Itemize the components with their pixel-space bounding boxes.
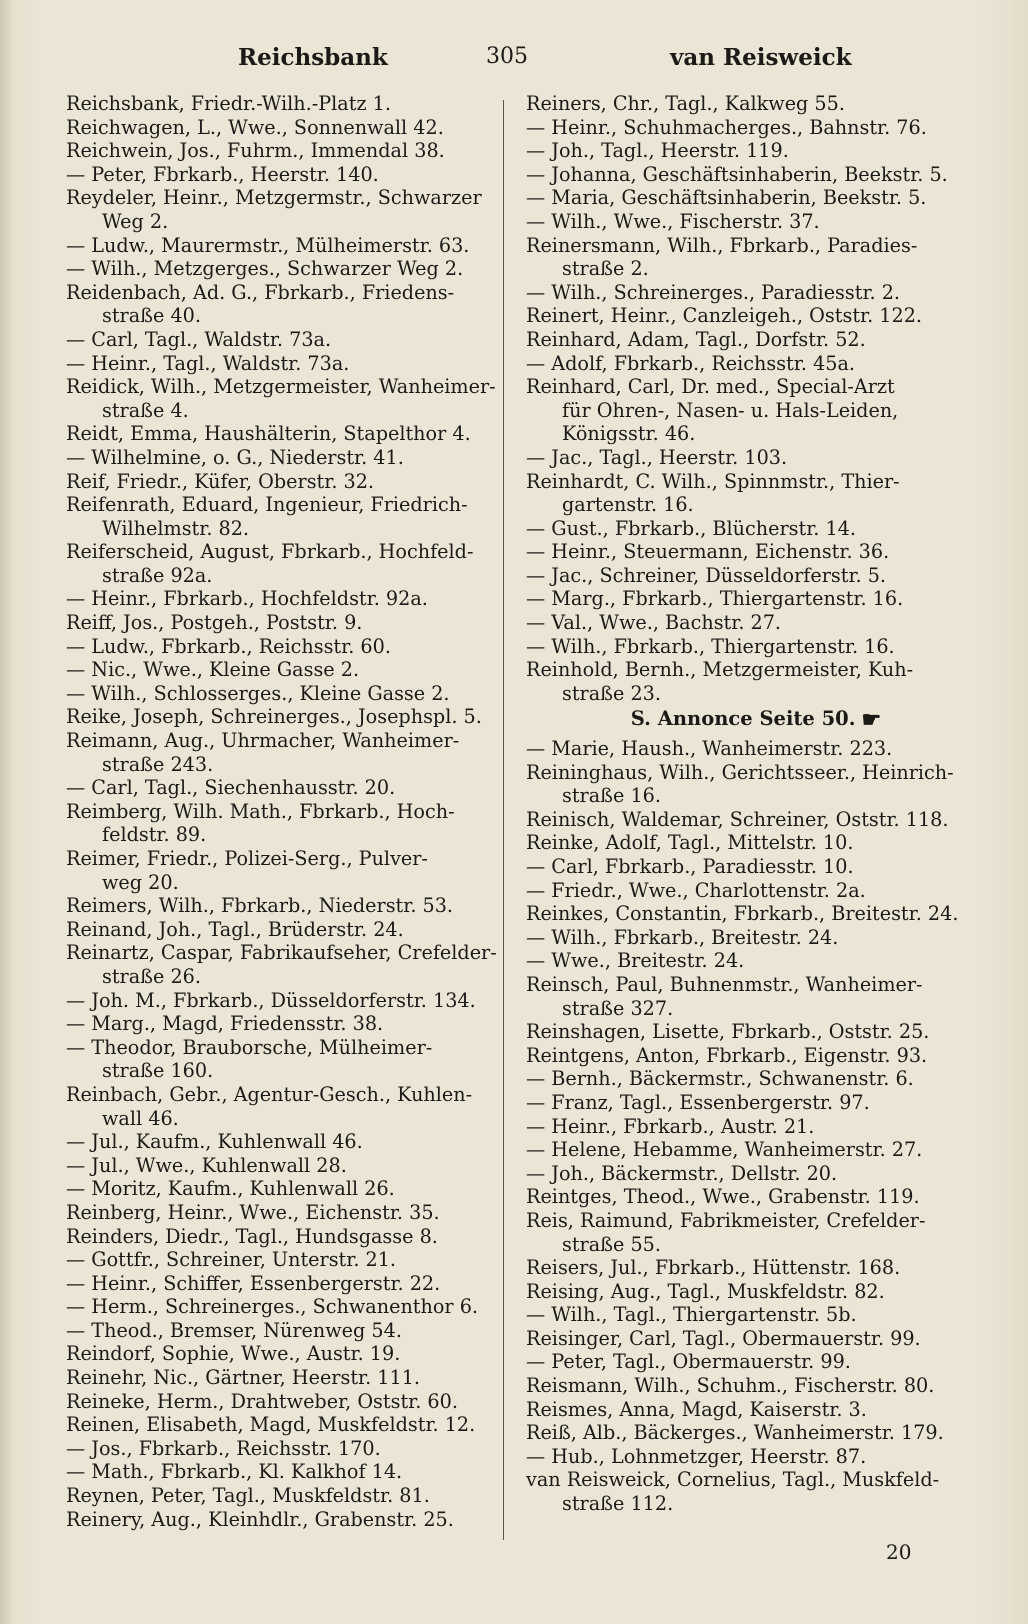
entry-line: Reising, Aug., Tagl., Muskfeldstr. 82. [526, 1279, 885, 1303]
directory-entry [526, 186, 966, 210]
entry-line: — Wilh., Metzgerges., Schwarzer Weg 2. [66, 257, 464, 281]
entry-line: Reimberg, Wilh. Math., Fbrkarb., Hoch- [66, 799, 455, 823]
entry-line: — Adolf, Fbrkarb., Reichsstr. 45a. [526, 351, 855, 375]
entry-line: Reinkes, Constantin, Fbrkarb., Breitestr. 24. [526, 902, 959, 926]
notice-text: S. Annonce Seite 50. [630, 707, 856, 731]
directory-entry [66, 446, 506, 470]
directory-entry [66, 328, 506, 352]
entry-line: Reimers, Wilh., Fbrkarb., Niederstr. 53. [66, 894, 454, 918]
running-header [60, 44, 968, 78]
directory-entry [526, 973, 966, 1020]
entry-line: Reydeler, Heinr., Metzgermstr., Schwarzer [66, 186, 482, 210]
directory-entry [526, 1162, 966, 1186]
directory-entry [66, 257, 506, 281]
entry-continuation-line: straße 243. [102, 752, 214, 776]
entry-line: Reinbach, Gebr., Agentur-Gesch., Kuhlen- [66, 1082, 473, 1106]
directory-entry [526, 328, 966, 352]
entry-continuation-line: Königsstr. 46. [562, 422, 696, 446]
entry-line: — Ludw., Maurermstr., Mülheimerstr. 63. [66, 233, 470, 257]
entry-line: — Carl, Tagl., Siechenhausstr. 20. [66, 776, 396, 800]
directory-entry [66, 493, 506, 540]
directory-entry [526, 163, 966, 187]
entry-line: — Marg., Fbrkarb., Thiergartenstr. 16. [526, 587, 904, 611]
entry-line: — Jac., Schreiner, Düsseldorferstr. 5. [526, 563, 887, 587]
directory-entry [66, 1130, 506, 1154]
entry-continuation-line: straße 327. [562, 996, 674, 1020]
left-column [66, 92, 506, 1531]
directory-entry [66, 941, 506, 988]
entry-line: Reinke, Adolf, Tagl., Mittelstr. 10. [526, 831, 854, 855]
entry-line: Reinhard, Adam, Tagl., Dorfstr. 52. [526, 327, 866, 351]
entry-line: — Gust., Fbrkarb., Blücherstr. 14. [526, 516, 856, 540]
directory-entry [526, 1020, 966, 1044]
directory-entry [526, 540, 966, 564]
entry-line: Reinery, Aug., Kleinhdlr., Grabenstr. 25. [66, 1507, 454, 1531]
directory-entry [526, 1280, 966, 1304]
entry-line: — Wilh., Wwe., Fischerstr. 37. [526, 209, 820, 233]
page-number: 305 [486, 44, 528, 69]
entry-line: Reiferscheid, August, Fbrkarb., Hochfeld- [66, 540, 474, 564]
entry-line: — Hub., Lohnmetzger, Heerstr. 87. [526, 1444, 867, 1468]
directory-entry [66, 470, 506, 494]
entry-line: — Gottfr., Schreiner, Unterstr. 21. [66, 1248, 397, 1272]
entry-line: — Ludw., Fbrkarb., Reichsstr. 60. [66, 634, 391, 658]
entry-line: Reintges, Theod., Wwe., Grabenstr. 119. [526, 1185, 920, 1209]
directory-entry [66, 729, 506, 776]
entry-line: — Wwe., Breitestr. 24. [526, 949, 745, 973]
directory-entry [66, 1460, 506, 1484]
directory-entry [526, 281, 966, 305]
directory-entry [66, 587, 506, 611]
entry-line: Reinand, Joh., Tagl., Brüderstr. 24. [66, 917, 404, 941]
entry-line: — Theod., Bremser, Nürenweg 54. [66, 1318, 402, 1342]
directory-entry [526, 879, 966, 903]
entry-line: Reismes, Anna, Magd, Kaiserstr. 3. [526, 1397, 867, 1421]
directory-entry [66, 1177, 506, 1201]
entry-line: — Joh., Bäckermstr., Dellstr. 20. [526, 1161, 838, 1185]
entry-line: Reis, Raimund, Fabrikmeister, Crefelder- [526, 1208, 926, 1232]
entry-line: Reinert, Heinr., Canzleigeh., Oststr. 122. [526, 304, 923, 328]
entry-continuation-line: wall 46. [102, 1106, 179, 1130]
entry-line: — Marie, Haush., Wanheimerstr. 223. [526, 737, 893, 761]
directory-entry [66, 1012, 506, 1036]
right-column [526, 92, 966, 1516]
directory-entry [526, 1374, 966, 1398]
directory-entry [66, 894, 506, 918]
directory-entry [526, 635, 966, 659]
entry-line: — Wilh., Schreinerges., Paradiesstr. 2. [526, 280, 901, 304]
directory-entry [66, 1508, 506, 1532]
entry-line: Reichwein, Jos., Fuhrm., Immendal 38. [66, 139, 445, 163]
directory-entry [66, 776, 506, 800]
entry-line: — Marg., Magd, Friedensstr. 38. [66, 1012, 384, 1036]
directory-entry [526, 1256, 966, 1280]
entry-line: — Jos., Fbrkarb., Reichsstr. 170. [66, 1436, 381, 1460]
entry-line: Reinberg, Heinr., Wwe., Eichenstr. 35. [66, 1200, 440, 1224]
directory-entry [66, 1484, 506, 1508]
entry-continuation-line: straße 112. [562, 1492, 674, 1516]
entry-line: — Herm., Schreinerges., Schwanenthor 6. [66, 1295, 478, 1319]
entry-line: — Wilh., Fbrkarb., Breitestr. 24. [526, 925, 839, 949]
entry-continuation-line: straße 92a. [102, 563, 213, 587]
directory-entry [526, 902, 966, 926]
directory-entry [526, 1115, 966, 1139]
directory-entry [526, 1185, 966, 1209]
directory-entry [526, 1421, 966, 1445]
entry-line: — Carl, Fbrkarb., Paradiesstr. 10. [526, 855, 854, 878]
entry-line: Reininghaus, Wilh., Gerichtsseer., Heinrich- [526, 760, 954, 784]
directory-entry [526, 926, 966, 950]
directory-entry [66, 281, 506, 328]
entry-line: — Franz, Tagl., Essenbergerstr. 97. [526, 1090, 870, 1114]
entry-line: — Heinr., Fbrkarb., Austr. 21. [526, 1114, 815, 1138]
entry-line: — Bernh., Bäckermstr., Schwanenstr. 6. [526, 1067, 914, 1091]
pointing-hand-icon: ☛ [861, 707, 882, 734]
directory-entry [66, 139, 506, 163]
directory-entry [66, 1201, 506, 1225]
directory-entry [526, 855, 966, 879]
entry-line: — Theodor, Brauborsche, Mülheimer- [66, 1035, 433, 1059]
directory-entry [66, 1342, 506, 1366]
entry-line: — Wilhelmine, o. G., Niederstr. 41. [66, 445, 404, 469]
entry-line: van Reisweick, Cornelius, Tagl., Muskfeld- [526, 1468, 940, 1492]
entry-line: Reindorf, Sophie, Wwe., Austr. 19. [66, 1342, 401, 1366]
entry-continuation-line: straße 4. [102, 398, 189, 422]
entry-line: Reidt, Emma, Haushälterin, Stapelthor 4. [66, 422, 471, 446]
directory-entry [526, 1327, 966, 1351]
directory-entry [66, 705, 506, 729]
directory-entry [66, 92, 506, 116]
entry-line: Reichsbank, Friedr.-Wilh.-Platz 1. [66, 92, 391, 115]
directory-entry [526, 949, 966, 973]
directory-entry [526, 375, 966, 446]
directory-entry [526, 808, 966, 832]
entry-line: — Joh., Tagl., Heerstr. 119. [526, 139, 789, 163]
entry-line: — Heinr., Schuhmacherges., Bahnstr. 76. [526, 115, 927, 139]
directory-entry [526, 304, 966, 328]
entry-line: — Heinr., Fbrkarb., Hochfeldstr. 92a. [66, 587, 428, 611]
entry-line: Reiß, Alb., Bäckerges., Wanheimerstr. 179. [526, 1421, 944, 1445]
entry-line: Reidick, Wilh., Metzgermeister, Wanheimer- [66, 375, 496, 399]
entry-line: Reinen, Elisabeth, Magd, Muskfeldstr. 12. [66, 1413, 476, 1437]
directory-entry [526, 658, 966, 705]
entry-line: Reidenbach, Ad. G., Fbrkarb., Friedens- [66, 280, 455, 304]
directory-entry [526, 1398, 966, 1422]
entry-line: — Moritz, Kaufm., Kuhlenwall 26. [66, 1177, 395, 1201]
directory-entry [66, 1272, 506, 1296]
entry-line: Reisers, Jul., Fbrkarb., Hüttenstr. 168. [526, 1256, 901, 1280]
entry-line: Reinshagen, Lisette, Fbrkarb., Oststr. 25. [526, 1020, 930, 1044]
entry-line: — Val., Wwe., Bachstr. 27. [526, 611, 782, 635]
entry-line: Reinersmann, Wilh., Fbrkarb., Paradies- [526, 233, 918, 257]
entry-continuation-line: weg 20. [102, 870, 179, 894]
entry-line: — Heinr., Schiffer, Essenbergerstr. 22. [66, 1271, 441, 1295]
column-divider [503, 100, 504, 1540]
directory-entry [526, 470, 966, 517]
entry-line: Reintgens, Anton, Fbrkarb., Eigenstr. 93. [526, 1043, 928, 1067]
entry-line: — Peter, Tagl., Obermauerstr. 99. [526, 1350, 851, 1374]
directory-entry [526, 761, 966, 808]
directory-entry [526, 234, 966, 281]
entry-continuation-line: gartenstr. 16. [562, 493, 694, 517]
entry-continuation-line: straße 23. [562, 681, 661, 705]
entry-line: — Nic., Wwe., Kleine Gasse 2. [66, 658, 360, 682]
directory-entry [526, 139, 966, 163]
entry-line: Reisinger, Carl, Tagl., Obermauerstr. 99. [526, 1326, 921, 1350]
entry-continuation-line: feldstr. 89. [102, 823, 207, 847]
directory-entry [66, 186, 506, 233]
directory-entry [526, 564, 966, 588]
entry-line: Reismann, Wilh., Schuhm., Fischerstr. 80. [526, 1374, 935, 1398]
directory-entry [66, 1319, 506, 1343]
directory-entry [66, 422, 506, 446]
directory-entry [526, 1209, 966, 1256]
directory-entry [66, 1390, 506, 1414]
directory-entry [526, 446, 966, 470]
entry-continuation-line: straße 40. [102, 304, 201, 328]
directory-entry [66, 1437, 506, 1461]
directory-entry [66, 682, 506, 706]
directory-entry [66, 1083, 506, 1130]
entry-continuation-line: straße 16. [562, 784, 661, 808]
entry-line: — Jul., Wwe., Kuhlenwall 28. [66, 1153, 347, 1177]
entry-line: — Carl, Tagl., Waldstr. 73a. [66, 327, 332, 351]
entry-line: — Helene, Hebamme, Wanheimerstr. 27. [526, 1138, 923, 1162]
header-right-keyword: van Reisweick [670, 44, 852, 71]
directory-entry [66, 1248, 506, 1272]
directory-entry [526, 1091, 966, 1115]
directory-entry [66, 234, 506, 258]
entry-line: Reinartz, Caspar, Fabrikaufseher, Crefelder- [66, 941, 497, 965]
entry-continuation-line: straße 160. [102, 1059, 214, 1083]
entry-line: — Wilh., Tagl., Thiergartenstr. 5b. [526, 1303, 857, 1327]
directory-entry [526, 611, 966, 635]
entry-line: — Jac., Tagl., Heerstr. 103. [526, 445, 788, 469]
entry-line: Reineke, Herm., Drahtweber, Oststr. 60. [66, 1389, 458, 1413]
entry-line: Reynen, Peter, Tagl., Muskfeldstr. 81. [66, 1484, 430, 1508]
entry-continuation-line: straße 2. [562, 257, 649, 281]
directory-entry [526, 587, 966, 611]
entry-line: — Wilh., Fbrkarb., Thiergartenstr. 16. [526, 634, 895, 658]
entry-line: Reinhardt, C. Wilh., Spinnmstr., Thier- [526, 469, 900, 493]
directory-entry [526, 352, 966, 376]
entry-line: Reinisch, Waldemar, Schreiner, Oststr. 118. [526, 807, 949, 831]
directory-entry [66, 635, 506, 659]
directory-entry [526, 1067, 966, 1091]
entry-line: — Jul., Kaufm., Kuhlenwall 46. [66, 1130, 363, 1154]
entry-line: — Johanna, Geschäftsinhaberin, Beekstr. 5. [526, 162, 948, 186]
entry-line: — Wilh., Schlosserges., Kleine Gasse 2. [66, 681, 450, 705]
directory-entry [66, 1225, 506, 1249]
directory-entry [526, 1138, 966, 1162]
entry-continuation-line: straße 55. [562, 1232, 661, 1256]
entry-line: Reif, Friedr., Küfer, Oberstr. 32. [66, 469, 375, 493]
directory-entry [66, 918, 506, 942]
entry-line: — Heinr., Steuermann, Eichenstr. 36. [526, 540, 890, 564]
entry-line: Reinsch, Paul, Buhnenmstr., Wanheimer- [526, 972, 923, 996]
directory-entry [526, 1303, 966, 1327]
directory-entry [66, 352, 506, 376]
directory-entry [526, 1468, 966, 1515]
directory-entry [526, 116, 966, 140]
entry-line: Reinhard, Carl, Dr. med., Special-Arzt [526, 375, 895, 399]
entry-line: Reichwagen, L., Wwe., Sonnenwall 42. [66, 115, 444, 139]
directory-entry [66, 1295, 506, 1319]
entry-line: Reiners, Chr., Tagl., Kalkweg 55. [526, 92, 845, 115]
directory-entry [66, 658, 506, 682]
directory-entry [66, 163, 506, 187]
directory-entry [66, 611, 506, 635]
directory-entry [526, 210, 966, 234]
directory-entry [66, 989, 506, 1013]
directory-entry [66, 1036, 506, 1083]
entry-line: Reinders, Diedr., Tagl., Hundsgasse 8. [66, 1224, 438, 1248]
advertisement-notice [526, 707, 966, 733]
directory-entry [66, 800, 506, 847]
directory-entry [526, 737, 966, 761]
directory-entry [66, 375, 506, 422]
entry-line: — Peter, Fbrkarb., Heerstr. 140. [66, 162, 379, 186]
entry-continuation-line: Wilhelmstr. 82. [102, 516, 250, 540]
directory-entry [526, 831, 966, 855]
directory-entry [526, 1044, 966, 1068]
signature-mark: 20 [886, 1540, 912, 1564]
entry-line: Reimann, Aug., Uhrmacher, Wanheimer- [66, 729, 460, 753]
entry-continuation-line: Weg 2. [102, 209, 169, 233]
directory-entry [66, 1413, 506, 1437]
directory-entry [526, 1445, 966, 1469]
directory-entry [66, 116, 506, 140]
entry-line: — Math., Fbrkarb., Kl. Kalkhof 14. [66, 1460, 403, 1484]
entry-line: Reiff, Jos., Postgeh., Poststr. 9. [66, 611, 363, 635]
entry-continuation-line: straße 26. [102, 964, 201, 988]
directory-entry [526, 517, 966, 541]
directory-entry [66, 1154, 506, 1178]
entry-line: Reinhold, Bernh., Metzgermeister, Kuh- [526, 658, 914, 682]
entry-line: Reinehr, Nic., Gärtner, Heerstr. 111. [66, 1366, 421, 1390]
entry-line: — Friedr., Wwe., Charlottenstr. 2a. [526, 878, 866, 902]
header-left-keyword: Reichsbank [238, 44, 388, 71]
entry-line: — Heinr., Tagl., Waldstr. 73a. [66, 351, 350, 375]
directory-entry [66, 1366, 506, 1390]
entry-line: — Maria, Geschäftsinhaberin, Beekstr. 5. [526, 186, 927, 210]
entry-line: Reimer, Friedr., Polizei-Serg., Pulver- [66, 847, 428, 870]
entry-line: — Joh. M., Fbrkarb., Düsseldorferstr. 134. [66, 988, 476, 1012]
directory-entry [66, 847, 506, 894]
entry-line: Reifenrath, Eduard, Ingenieur, Friedrich- [66, 493, 468, 517]
entry-line: Reike, Joseph, Schreinerges., Josephspl. 5. [66, 705, 482, 729]
directory-entry [526, 1350, 966, 1374]
directory-entry [66, 540, 506, 587]
directory-entry [526, 92, 966, 116]
entry-continuation-line: für Ohren-, Nasen- u. Hals-Leiden, [562, 398, 899, 422]
